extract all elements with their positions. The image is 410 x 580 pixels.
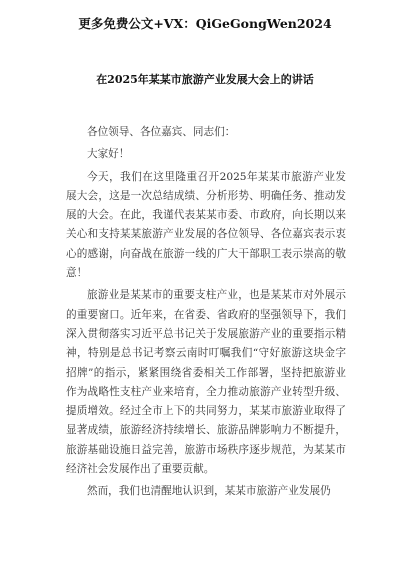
speech-body (66, 123, 346, 505)
greeting-line: 大家好！ (87, 148, 130, 161)
salutation-line: 各位领导、各位嘉宾、同志们： (87, 126, 236, 138)
watermark-header: 更多免费公文+VX：QiGeGongWen2024 (78, 16, 332, 31)
speech-title: 在2025年某某市旅游产业发展大会上的讲话 (96, 73, 314, 86)
body-paragraph: 旅游业是某某市的重要支柱产业，也是某某市对外展示的重要窗口。近年来，在省委、省政府的坚强领导下，我们深入贯彻落实习近平总书记关于发展旅游产业的重要指示精神，特别是总书记考察云南时叮嘱我们“守好旅游这块金字招牌”的指示，紧紧围绕省委相关工作部署，坚持把旅游业作为战略性支柱产业来培育，全力推动旅游产业转型升级、提质增效。经过全市上下的共同努力，某某市旅游业取得了显著成绩，旅游经济持续增长、旅游品牌影响力不断提升，旅游基础设施日益完善，旅游市场秩序逐步规范，为某某市经济社会发展作出了重要贡献。 (66, 289, 346, 476)
body-paragraph: 今天，我们在这里隆重召开2025年某某市旅游产业发展大会，这是一次总结成绩、分析形势、明确任务、推动发展的大会。在此，我谨代表某某市委、市政府，向长期以来关心和支持某某旅游产业发展的各位领导、各位嘉宾表示衷心的感谢，向奋战在旅游一线的广大干部职工表示崇高的敬意！ (66, 170, 346, 280)
body-paragraph: 然而，我们也清醒地认识到，某某市旅游产业发展仍 (87, 485, 331, 498)
